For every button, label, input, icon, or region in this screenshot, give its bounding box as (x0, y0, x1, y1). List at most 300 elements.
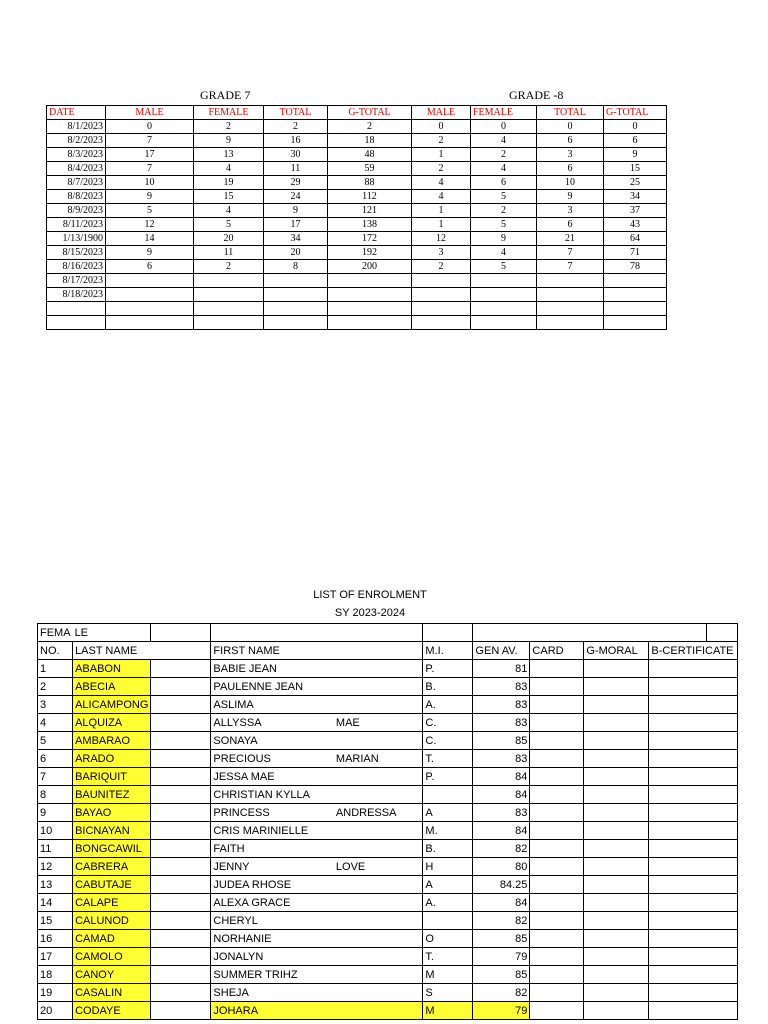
student-gen-av: 81 (473, 660, 530, 678)
student-gen-av: 83 (473, 804, 530, 822)
student-g-moral (584, 1002, 649, 1020)
student-first-name: ALEXA GRACE (211, 894, 334, 912)
attendance-value: 2 (412, 134, 471, 148)
student-card (530, 876, 584, 894)
student-row (38, 984, 738, 1002)
attendance-value (106, 274, 194, 288)
student-no: 15 (38, 912, 73, 930)
student-mi: A. (423, 696, 473, 714)
attendance-value (412, 274, 471, 288)
attendance-value (328, 302, 412, 316)
student-first-name: NORHANIE (211, 930, 334, 948)
attendance-value: 6 (537, 218, 604, 232)
enrolment-table (37, 623, 738, 1020)
student-g-moral (584, 804, 649, 822)
student-last-name: CASALIN (73, 984, 151, 1002)
attendance-row (47, 176, 667, 190)
student-b-certificate (649, 948, 738, 966)
student-middle-name (334, 876, 423, 894)
student-b-certificate (649, 750, 738, 768)
student-g-moral (584, 858, 649, 876)
student-row (38, 750, 738, 768)
student-last-name: ALQUIZA (73, 714, 151, 732)
attendance-value: 192 (328, 246, 412, 260)
student-middle-name (334, 894, 423, 912)
student-g-moral (584, 678, 649, 696)
grade-8-title: GRADE -8 (509, 88, 564, 102)
student-last-name: ABABON (73, 660, 151, 678)
student-middle-name (334, 696, 423, 714)
student-last-name: CALUNOD (73, 912, 151, 930)
student-last-name-spacer (151, 840, 211, 858)
attendance-value: 14 (106, 232, 194, 246)
attendance-value (471, 302, 537, 316)
attendance-value: 19 (194, 176, 264, 190)
attendance-value: 16 (264, 134, 328, 148)
attendance-value (328, 316, 412, 330)
attendance-value (412, 302, 471, 316)
student-b-certificate (649, 804, 738, 822)
attendance-date: 8/4/2023 (47, 162, 106, 176)
attendance-row (47, 134, 667, 148)
student-last-name-spacer (151, 732, 211, 750)
header-total-7: TOTAL (264, 106, 328, 120)
header-no: NO. (38, 642, 73, 660)
student-card (530, 912, 584, 930)
student-last-name-spacer (151, 948, 211, 966)
attendance-row (47, 204, 667, 218)
student-no: 6 (38, 750, 73, 768)
student-gen-av: 85 (473, 930, 530, 948)
student-g-moral (584, 984, 649, 1002)
student-gen-av: 85 (473, 966, 530, 984)
header-mi: M.I. (423, 642, 473, 660)
attendance-value: 10 (106, 176, 194, 190)
header-gen-av: GEN AV. (473, 642, 530, 660)
student-gen-av: 82 (473, 840, 530, 858)
attendance-date: 8/9/2023 (47, 204, 106, 218)
student-no: 5 (38, 732, 73, 750)
attendance-date: 8/17/2023 (47, 274, 106, 288)
header-card: CARD (530, 642, 584, 660)
enrolment-title: LIST OF ENROLMENT (313, 589, 427, 601)
attendance-value (412, 316, 471, 330)
attendance-value (604, 302, 667, 316)
attendance-value: 2 (412, 260, 471, 274)
attendance-value: 4 (412, 176, 471, 190)
group-label-b: LE (73, 624, 151, 642)
header-b-certificate: B-CERTIFICATE (649, 642, 738, 660)
attendance-value: 0 (604, 120, 667, 134)
attendance-value: 6 (537, 162, 604, 176)
attendance-value: 15 (604, 162, 667, 176)
student-middle-name (334, 660, 423, 678)
student-mi: B. (423, 840, 473, 858)
student-no: 8 (38, 786, 73, 804)
attendance-value: 12 (412, 232, 471, 246)
attendance-value: 2 (471, 148, 537, 162)
student-middle-name (334, 768, 423, 786)
student-card (530, 804, 584, 822)
attendance-value (604, 274, 667, 288)
attendance-value: 4 (194, 162, 264, 176)
attendance-value (604, 288, 667, 302)
student-b-certificate (649, 732, 738, 750)
student-mi: S (423, 984, 473, 1002)
attendance-value: 6 (604, 134, 667, 148)
attendance-value: 5 (471, 260, 537, 274)
student-mi: A. (423, 894, 473, 912)
student-gen-av: 84.25 (473, 876, 530, 894)
attendance-value: 121 (328, 204, 412, 218)
student-last-name: BAYAO (73, 804, 151, 822)
group-cell (423, 624, 473, 642)
attendance-row (47, 190, 667, 204)
attendance-value: 5 (471, 218, 537, 232)
student-gen-av: 79 (473, 1002, 530, 1020)
attendance-date: 8/2/2023 (47, 134, 106, 148)
student-row (38, 696, 738, 714)
student-g-moral (584, 822, 649, 840)
student-g-moral (584, 840, 649, 858)
student-last-name-spacer (151, 930, 211, 948)
student-last-name: CALAPE (73, 894, 151, 912)
attendance-row (47, 274, 667, 288)
student-last-name: ARADO (73, 750, 151, 768)
student-last-name-spacer (151, 876, 211, 894)
student-b-certificate (649, 660, 738, 678)
student-gen-av: 83 (473, 696, 530, 714)
attendance-value: 7 (537, 246, 604, 260)
attendance-value: 37 (604, 204, 667, 218)
attendance-table (46, 105, 667, 330)
student-last-name-spacer (151, 912, 211, 930)
attendance-value: 12 (106, 218, 194, 232)
student-last-name-spacer (151, 894, 211, 912)
attendance-row (47, 246, 667, 260)
attendance-row (47, 162, 667, 176)
student-gen-av: 84 (473, 894, 530, 912)
student-last-name-spacer (151, 660, 211, 678)
group-label-a: FEMA (38, 624, 73, 642)
student-mi: H (423, 858, 473, 876)
student-gen-av: 84 (473, 786, 530, 804)
attendance-value: 4 (471, 162, 537, 176)
school-year: SY 2023-2024 (334, 607, 406, 619)
student-g-moral (584, 696, 649, 714)
attendance-date: 8/11/2023 (47, 218, 106, 232)
student-g-moral (584, 948, 649, 966)
attendance-value (106, 302, 194, 316)
student-mi (423, 912, 473, 930)
group-cell (211, 624, 423, 642)
student-last-name: CABUTAJE (73, 876, 151, 894)
attendance-value (604, 316, 667, 330)
student-middle-name (334, 732, 423, 750)
attendance-value: 11 (264, 162, 328, 176)
attendance-date (47, 302, 106, 316)
attendance-value: 2 (471, 204, 537, 218)
student-no: 7 (38, 768, 73, 786)
student-no: 13 (38, 876, 73, 894)
student-gen-av: 83 (473, 714, 530, 732)
header-total-8: TOTAL (537, 106, 604, 120)
student-mi: P. (423, 660, 473, 678)
student-mi: M (423, 966, 473, 984)
student-first-name: JOHARA (211, 1002, 334, 1020)
attendance-row (47, 260, 667, 274)
student-middle-name (334, 1002, 423, 1020)
attendance-value: 17 (264, 218, 328, 232)
student-last-name-spacer (151, 984, 211, 1002)
student-middle-name (334, 930, 423, 948)
attendance-value: 30 (264, 148, 328, 162)
attendance-value (328, 274, 412, 288)
student-b-certificate (649, 966, 738, 984)
student-card (530, 894, 584, 912)
attendance-value: 48 (328, 148, 412, 162)
student-middle-name (334, 948, 423, 966)
student-card (530, 714, 584, 732)
attendance-value: 1 (412, 148, 471, 162)
attendance-value: 0 (412, 120, 471, 134)
group-cell (473, 624, 707, 642)
student-row (38, 966, 738, 984)
student-last-name: CAMAD (73, 930, 151, 948)
attendance-value (264, 274, 328, 288)
attendance-value (471, 316, 537, 330)
student-first-name: CRIS MARINIELLE (211, 822, 334, 840)
attendance-row (47, 302, 667, 316)
attendance-value: 9 (471, 232, 537, 246)
attendance-value: 5 (106, 204, 194, 218)
student-b-certificate (649, 822, 738, 840)
student-card (530, 948, 584, 966)
student-first-name: SONAYA (211, 732, 334, 750)
header-male-7: MALE (106, 106, 194, 120)
student-last-name-spacer (151, 750, 211, 768)
attendance-value: 34 (264, 232, 328, 246)
attendance-value: 78 (604, 260, 667, 274)
student-row (38, 876, 738, 894)
student-first-name: JENNY (211, 858, 334, 876)
attendance-row (47, 316, 667, 330)
attendance-value: 172 (328, 232, 412, 246)
enrolment-header-row (38, 642, 738, 660)
student-last-name-spacer (151, 822, 211, 840)
attendance-value: 2 (194, 260, 264, 274)
student-middle-name: MAE (334, 714, 423, 732)
student-row (38, 822, 738, 840)
student-no: 19 (38, 984, 73, 1002)
student-middle-name: ANDRESSA (334, 804, 423, 822)
student-gen-av: 82 (473, 984, 530, 1002)
student-g-moral (584, 786, 649, 804)
student-no: 17 (38, 948, 73, 966)
student-row (38, 660, 738, 678)
student-card (530, 840, 584, 858)
attendance-value: 6 (471, 176, 537, 190)
student-gen-av: 79 (473, 948, 530, 966)
attendance-value: 71 (604, 246, 667, 260)
attendance-value: 2 (194, 120, 264, 134)
attendance-header-row (47, 106, 667, 120)
student-b-certificate (649, 1002, 738, 1020)
attendance-value: 2 (328, 120, 412, 134)
attendance-value: 9 (604, 148, 667, 162)
student-last-name: CANOY (73, 966, 151, 984)
attendance-value: 15 (194, 190, 264, 204)
student-row (38, 894, 738, 912)
student-b-certificate (649, 840, 738, 858)
attendance-value (537, 302, 604, 316)
attendance-value: 6 (537, 134, 604, 148)
student-first-name: CHERYL (211, 912, 334, 930)
attendance-value: 2 (264, 120, 328, 134)
attendance-row (47, 120, 667, 134)
attendance-row (47, 232, 667, 246)
student-card (530, 750, 584, 768)
student-no: 20 (38, 1002, 73, 1020)
student-mi: A (423, 876, 473, 894)
student-g-moral (584, 750, 649, 768)
attendance-date: 8/15/2023 (47, 246, 106, 260)
attendance-value (537, 288, 604, 302)
attendance-value: 25 (604, 176, 667, 190)
attendance-value: 17 (106, 148, 194, 162)
student-last-name-spacer (151, 966, 211, 984)
student-row (38, 858, 738, 876)
student-last-name-spacer (151, 768, 211, 786)
header-g-moral: G-MORAL (584, 642, 649, 660)
header-gtotal-8: G-TOTAL (604, 106, 667, 120)
student-no: 14 (38, 894, 73, 912)
attendance-value: 43 (604, 218, 667, 232)
attendance-value: 3 (537, 204, 604, 218)
attendance-value: 8 (264, 260, 328, 274)
attendance-value: 138 (328, 218, 412, 232)
student-g-moral (584, 732, 649, 750)
header-male-8: MALE (412, 106, 471, 120)
attendance-value: 4 (412, 190, 471, 204)
attendance-value: 0 (537, 120, 604, 134)
attendance-value: 112 (328, 190, 412, 204)
attendance-value: 10 (537, 176, 604, 190)
student-card (530, 678, 584, 696)
student-last-name: AMBARAO (73, 732, 151, 750)
attendance-date: 8/16/2023 (47, 260, 106, 274)
attendance-value (264, 316, 328, 330)
attendance-value: 1 (412, 204, 471, 218)
attendance-value: 88 (328, 176, 412, 190)
student-b-certificate (649, 912, 738, 930)
attendance-value: 64 (604, 232, 667, 246)
attendance-value: 20 (264, 246, 328, 260)
student-b-certificate (649, 894, 738, 912)
attendance-value (194, 302, 264, 316)
student-mi: P. (423, 768, 473, 786)
student-no: 16 (38, 930, 73, 948)
attendance-value: 6 (106, 260, 194, 274)
student-card (530, 786, 584, 804)
student-middle-name (334, 912, 423, 930)
student-row (38, 714, 738, 732)
student-first-name: FAITH (211, 840, 334, 858)
student-last-name: CAMOLO (73, 948, 151, 966)
attendance-value: 1 (412, 218, 471, 232)
attendance-value: 5 (471, 190, 537, 204)
student-b-certificate (649, 984, 738, 1002)
student-g-moral (584, 768, 649, 786)
student-row (38, 786, 738, 804)
attendance-value: 0 (471, 120, 537, 134)
student-g-moral (584, 966, 649, 984)
student-mi (423, 786, 473, 804)
grade-7-title: GRADE 7 (200, 88, 251, 102)
student-middle-name: MARIAN (334, 750, 423, 768)
attendance-value: 9 (537, 190, 604, 204)
student-card (530, 768, 584, 786)
attendance-value: 7 (537, 260, 604, 274)
attendance-value: 9 (106, 190, 194, 204)
header-last-name: LAST NAME (73, 642, 211, 660)
header-gtotal-7: G-TOTAL (328, 106, 412, 120)
attendance-date: 1/13/1900 (47, 232, 106, 246)
student-mi: O (423, 930, 473, 948)
student-card (530, 930, 584, 948)
student-b-certificate (649, 930, 738, 948)
attendance-date: 8/8/2023 (47, 190, 106, 204)
header-date: DATE (47, 106, 106, 120)
attendance-value (537, 274, 604, 288)
attendance-value: 5 (194, 218, 264, 232)
student-no: 9 (38, 804, 73, 822)
student-gen-av: 82 (473, 912, 530, 930)
attendance-value: 4 (471, 134, 537, 148)
student-no: 10 (38, 822, 73, 840)
student-first-name: JUDEA RHOSE (211, 876, 334, 894)
student-row (38, 732, 738, 750)
attendance-value (328, 288, 412, 302)
student-row (38, 804, 738, 822)
attendance-value: 29 (264, 176, 328, 190)
student-middle-name (334, 678, 423, 696)
student-middle-name (334, 984, 423, 1002)
student-b-certificate (649, 786, 738, 804)
attendance-value (537, 316, 604, 330)
student-mi: B. (423, 678, 473, 696)
student-first-name: SHEJA (211, 984, 334, 1002)
student-mi: M. (423, 822, 473, 840)
student-mi: T. (423, 948, 473, 966)
student-last-name-spacer (151, 858, 211, 876)
student-gen-av: 83 (473, 678, 530, 696)
attendance-date: 8/3/2023 (47, 148, 106, 162)
attendance-value: 7 (106, 162, 194, 176)
attendance-value: 200 (328, 260, 412, 274)
student-row (38, 1002, 738, 1020)
student-card (530, 984, 584, 1002)
attendance-row (47, 218, 667, 232)
student-b-certificate (649, 768, 738, 786)
student-gen-av: 84 (473, 768, 530, 786)
student-gen-av: 85 (473, 732, 530, 750)
student-no: 3 (38, 696, 73, 714)
attendance-value (471, 288, 537, 302)
student-card (530, 660, 584, 678)
student-middle-name (334, 786, 423, 804)
student-middle-name (334, 966, 423, 984)
